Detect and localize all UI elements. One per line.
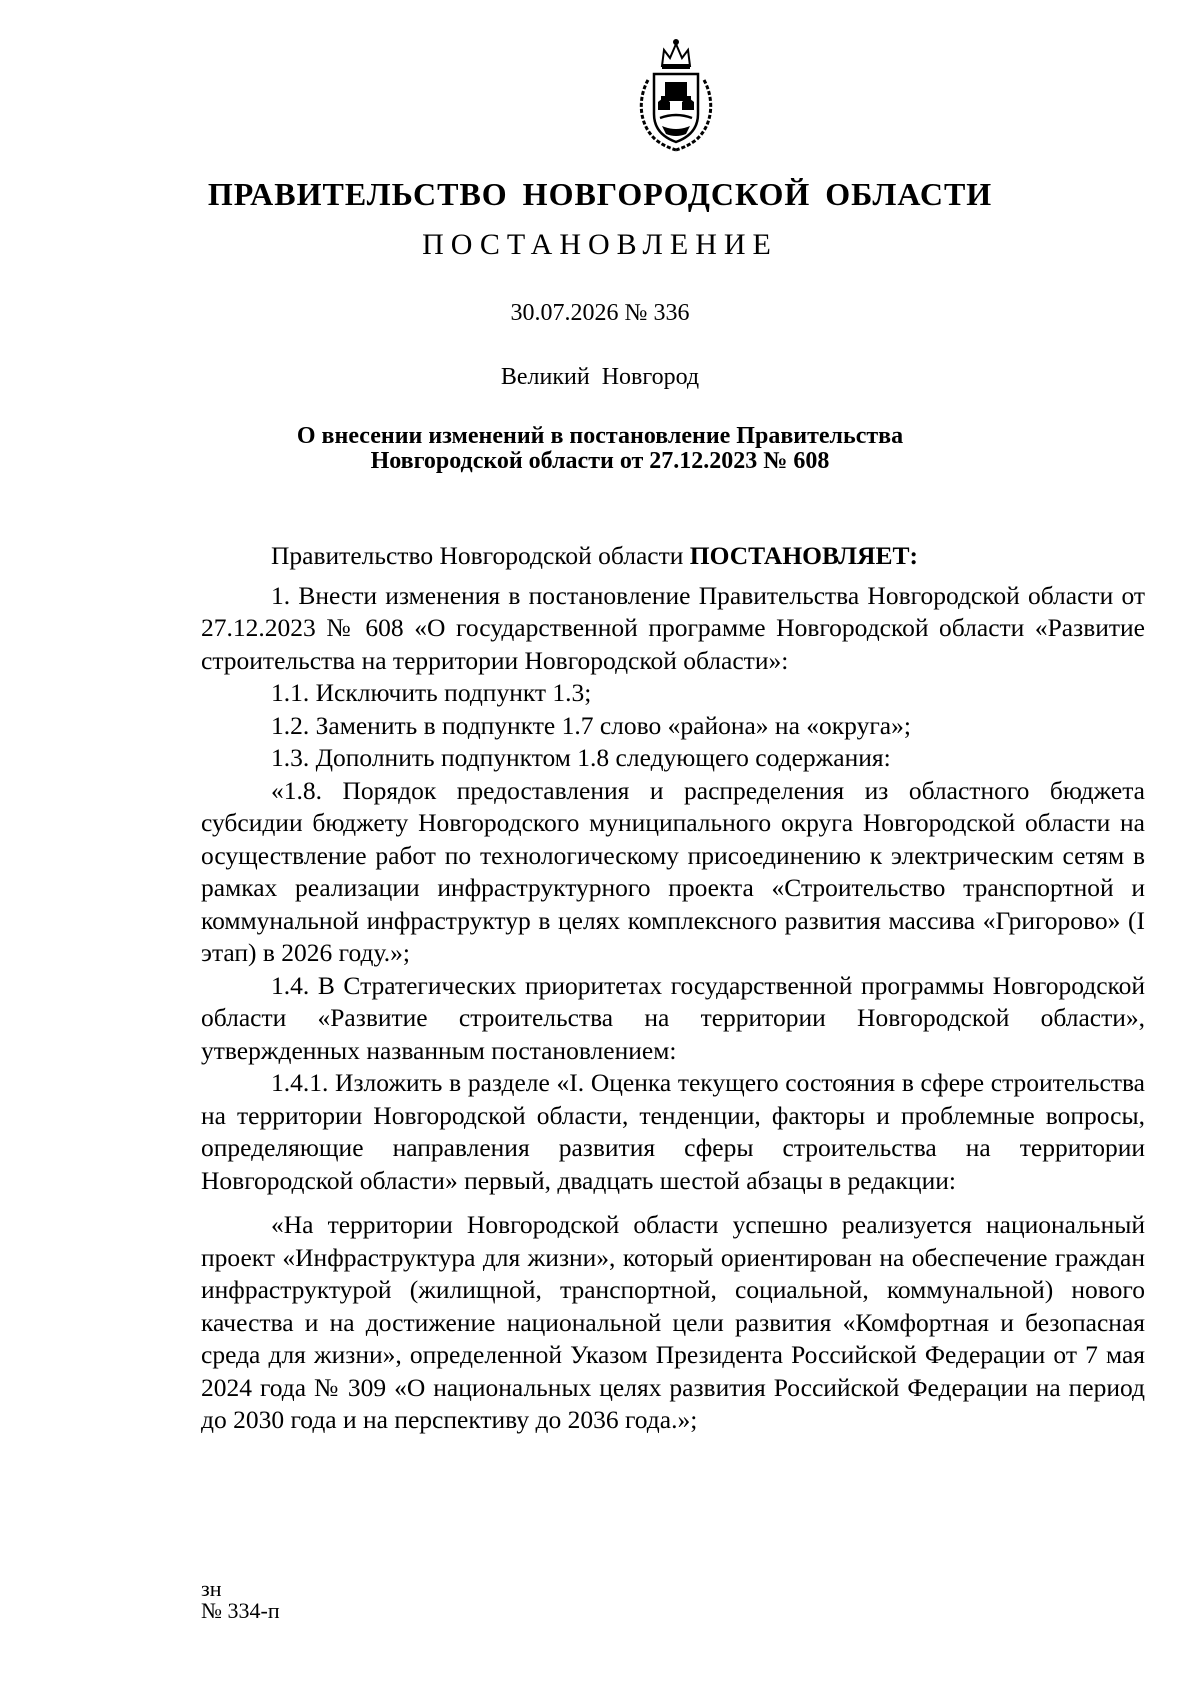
subject-line: О внесении изменений в постановление Правительства <box>296 423 904 449</box>
footer-initials: зн <box>201 1576 222 1601</box>
paragraph: 1. Внести изменения в постановление Правительства Новгородской области от 27.12.2023 № 608 «О государственной программе Новгородской области «Развитие строительства на территории Новгородской области»: <box>201 580 1145 675</box>
paragraph: «1.8. Порядок предоставления и распределения из областного бюджета субсидии бюджету Новгородского муниципального округа Новгородской области на осуществление работ по технологическому присоединению к электрическим сетям в рамках реализации инфраструктурного проекта «Строительство транспортной и коммунальной инфраструктур в целях комплексного развития массива «Григорово» (I этап) в 2026 году.»; <box>201 775 1145 967</box>
document-subject <box>0 424 1200 474</box>
paragraph: 1.3. Дополнить подпунктом 1.8 следующего содержания: <box>271 743 891 772</box>
document-footer <box>201 1578 280 1622</box>
subject-line: Новгородской области от 27.12.2023 № 608 <box>370 448 830 474</box>
preamble-text: Правительство Новгородской области <box>271 541 690 570</box>
paragraph: 1.4. В Стратегических приоритетах государственной программы Новгородской области «Развитие строительства на территории Новгородской области», утвержденных названным постановлением: <box>201 970 1145 1065</box>
footer-reference: № 334-п <box>201 1598 280 1623</box>
novgorod-coat-of-arms-icon <box>634 36 718 152</box>
document-type: ПОСТАНОВЛЕНИЕ <box>422 228 778 261</box>
paragraph: 1.4.1. Изложить в разделе «I. Оценка текущего состояния в сфере строительства на территории Новгородской области, тенденции, факторы и проблемные вопросы, определяющие направления развития сферы строительства на территории Новгородской области» первый, двадцать шестой абзацы в редакции: <box>201 1068 1145 1195</box>
preamble-bold: ПОСТАНОВЛЯЕТ: <box>689 541 918 570</box>
paragraph: «На территории Новгородской области успешно реализуется национальный проект «Инфраструктура для жизни», который ориентирован на обеспечение граждан инфраструктурой (жилищной, транспортной, социальной, коммунальной) нового качества и на достижение национальной цели развития «Комфортная и безопасная среда для жизни», определенной Указом Президента Российской Федерации от 7 мая 2024 года № 309 «О национальных целях развития Российской Федерации на период до 2030 года и на перспективу до 2036 года.»; <box>201 1210 1145 1434</box>
paragraph: 1.1. Исключить подпункт 1.3; <box>271 678 592 707</box>
government-name: ПРАВИТЕЛЬСТВО НОВГОРОДСКОЙ ОБЛАСТИ <box>207 176 993 212</box>
date-and-number: 30.07.2026 № 336 <box>510 300 690 326</box>
preamble <box>201 540 1145 573</box>
city: Великий Новгород <box>500 364 700 390</box>
document-body <box>201 540 1145 1437</box>
paragraph: 1.2. Заменить в подпункте 1.7 слово «района» на «округа»; <box>271 710 911 740</box>
